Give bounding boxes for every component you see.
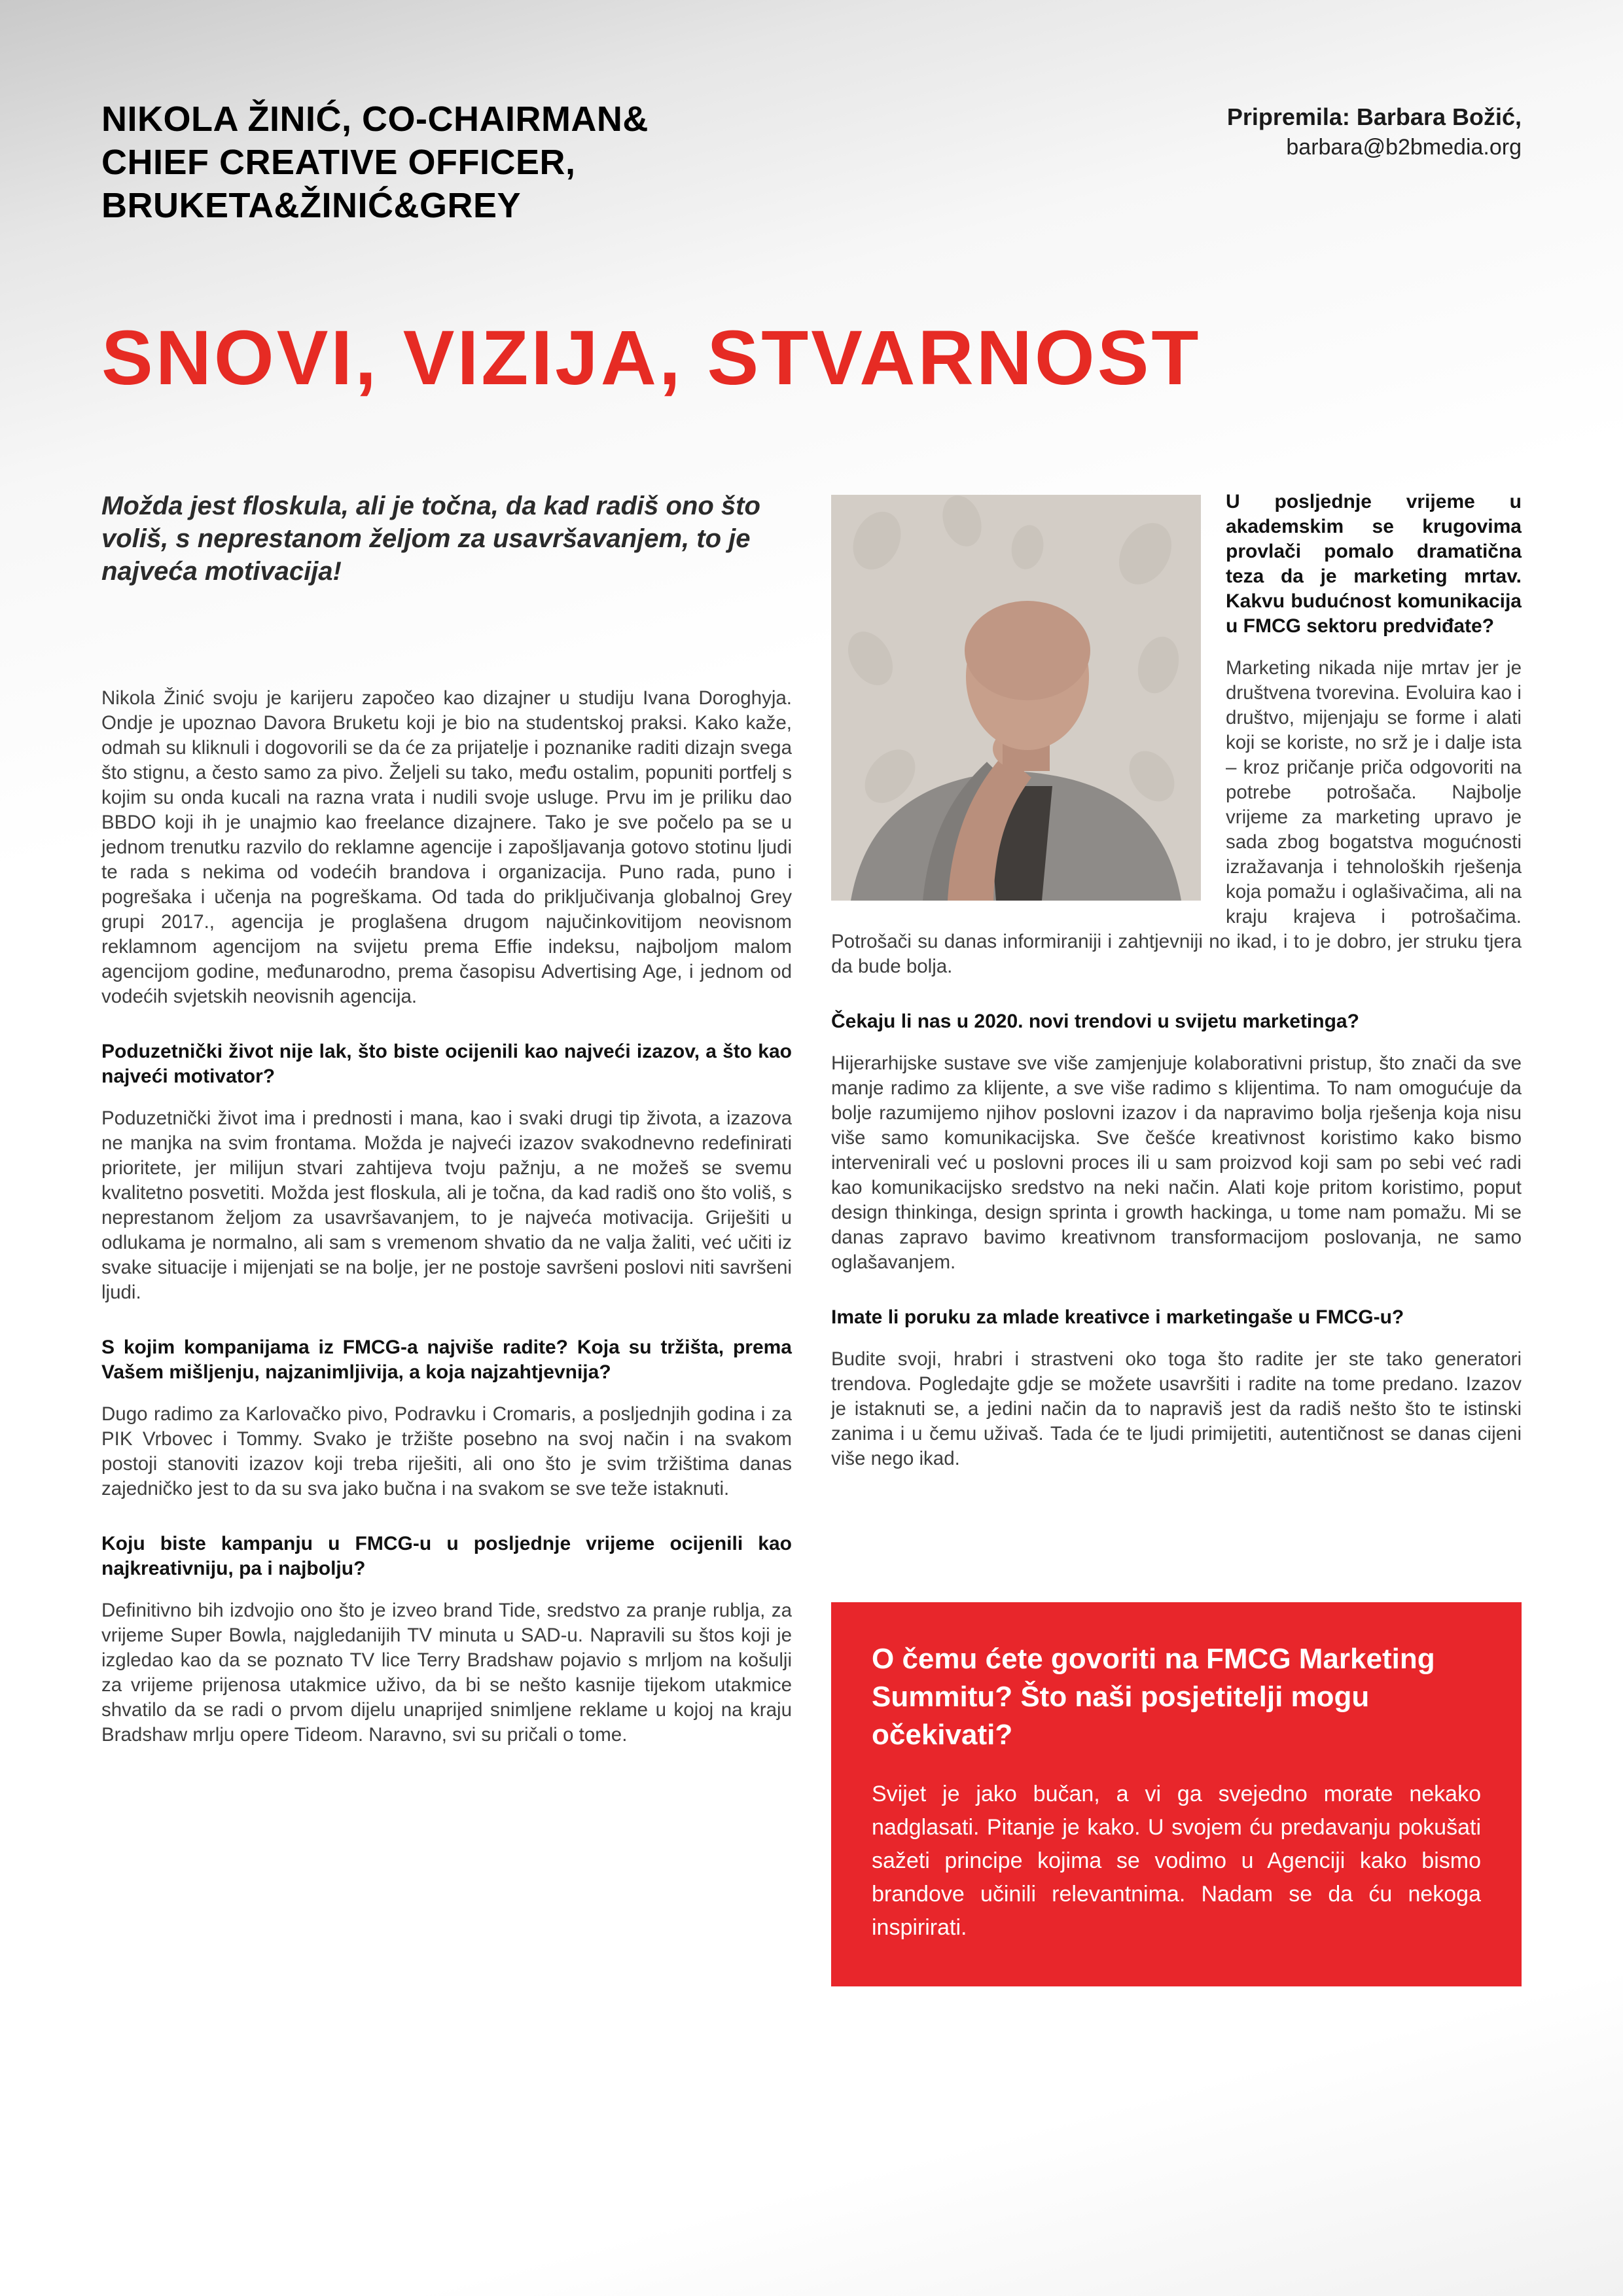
question-marketing-dead: U posljednje vrijeme u akademskim se krugovima provlači pomalo dramatična teza da je marketing mrtav. Kakvu budućnost komunikacija u FMCG sektoru predviđate? (1226, 490, 1522, 637)
article-columns (101, 490, 1522, 1986)
question-fmcg-companies: S kojim kompanijama iz FMCG-a najviše radite? Koja su tržišta, prema Vašem mišljenju, najzanimljivija, a koja najzahtjevnija? (101, 1336, 792, 1383)
summit-callout-text: Svijet je jako bučan, a vi ga svejedno morate nekako nadglasati. Pitanje je kako. U svojem ću predavanju pokušati sažeti principe kojima se vodimo u Agenciji kako bismo brandove učinili relevantnima. Nadam se da ću nekoga inspirirati. (872, 1781, 1481, 1940)
question-best-campaign: Koju biste kampanju u FMCG-u u posljednje vrijeme ocijenili kao najkreativniju, pa i najbolju? (101, 1532, 792, 1579)
summit-callout-title: O čemu ćete govoriti na FMCG Marketing Summitu? Što naši posjetitelji mogu očekivati? (872, 1642, 1435, 1751)
summit-callout (831, 1602, 1522, 1986)
question-message-creatives: Imate li poruku za mlade kreativce i marketingaše u FMCG-u? (831, 1306, 1404, 1328)
answer-marketing-dead: Marketing nikada nije mrtav jer je društvena tvorevina. Evoluira kao i društvo, mijenjaju se forme i alati koji se koriste, no srž je i dalje ista – kroz pričanje priča odgovoriti na potrebe potrošača. Najbolje vrijeme za marketing upravo je sada zbog bogatstva mogućnosti izražavanja i tehnoloških rješenja koja pomažu i oglašivačima, ali na kraju krajeva i potrošačima. Potrošači su danas informiraniji i zahtjevniji no ikad, i to je dobro, jer struku tjera da bude bolja. (831, 656, 1522, 977)
byline-line-3: BRUKETA&ŽINIĆ&GREY (101, 185, 521, 225)
answer-fmcg-companies: Dugo radimo za Karlovačko pivo, Podravku i Cromaris, a posljednjih godina i za PIK Vrbovec i Tommy. Svako je tržište posebno na svoj način i na svakom postoji stanoviti izazov koji treba riješiti, ali ono što je svim tržištima danas zajedničko jest to da su sva jako bučna i na svakom se sve teže istaknuti. (101, 1403, 792, 1499)
question-entrepreneur-life: Poduzetnički život nije lak, što biste ocijenili kao najveći izazov, a što kao najveći motivator? (101, 1040, 792, 1087)
byline-line-2: CHIEF CREATIVE OFFICER, (101, 142, 576, 182)
byline-line-1: NIKOLA ŽINIĆ, CO-CHAIRMAN& (101, 99, 649, 139)
right-column (831, 490, 1522, 1986)
prepared-by-name: Pripremila: Barbara Božić, (1226, 103, 1522, 130)
answer-message-creatives: Budite svoji, hrabri i strastveni oko toga što radite jer ste tako generatori trendova. Pogledajte gdje se možete usavršiti i radite na tome predano. Izazov je istaknuti se, a jedini način da to napraviš jest da radiš nešto što te istinski zanima i u čemu uživaš. Tada će te ljudi primijetiti, autentičnost se danas cijeni više nego ikad. (831, 1348, 1522, 1469)
masthead (101, 98, 1522, 228)
page-title: SNOVI, VIZIJA, STVARNOST (101, 314, 1202, 401)
left-column (101, 490, 792, 1986)
answer-entrepreneur-life: Poduzetnički život ima i prednosti i mana, kao i svaki drugi tip života, a izazova ne manjka na svim frontama. Možda je najveći izazov svakodnevno redefinirati prioritete, jer milijun stvari zahtijeva tvoju pažnju, a ne možeš se svemu kvalitetno posvetiti. Možda jest floskula, ali je točna, da kad radiš ono što voliš, s neprestanom željom za usavršavanjem, to je najveća motivacija. Griješiti u odlukama je normalno, ali sam s vremenom shvatio da ne valja žaliti, već učiti iz svake situacije i mijenjati se na bolje, jer ne postoje savršeni poslovi niti savršeni ljudi. (101, 1107, 792, 1303)
question-2020-trends: Čekaju li nas u 2020. novi trendovi u svijetu marketinga? (831, 1010, 1359, 1032)
answer-best-campaign: Definitivno bih izdvojio ono što je izveo brand Tide, sredstvo za pranje rublja, za vrijeme Super Bowla, najgledanijih TV minuta u SAD-u. Napravili su štos koji je izgledao kao da se poznato TV lice Terry Bradshaw pojavio s mrljom na košulji za vrijeme prijenosa utakmice uživo, da bi se nešto kasnije tijekom utakmice shvatilo da se radi o prvom dijelu unaprijed snimljene reklame u kojoj na kraju Bradshaw mrlju opere Tideom. Naravno, svi su pričali o tome. (101, 1599, 792, 1746)
portrait-photo (831, 495, 1201, 901)
prepared-by-email: barbara@b2bmedia.org (1286, 134, 1522, 160)
portrait-illustration (831, 495, 1201, 901)
byline (101, 98, 649, 228)
answer-2020-trends: Hijerarhijske sustave sve više zamjenjuje kolaborativni pristup, što znači da sve manje radimo za klijente, a sve više radimo s klijentima. To nam omogućuje da bolje razumijemo njihov poslovni izazov i da napravimo bolja rješenja koja nisu više samo komunikacijska. Sve češće kreativnost koristimo kako bismo intervenirali već u poslovni proces ili u sam proizvod koji sam po sebi već radi kao komunikacijsko sredstvo na neki način. Alati koje pritom koristimo, poput design thinkinga, design sprinta i growth hackinga, u tome nam pomažu. Mi se danas zapravo bavimo kreativnom transformacijom poslovanja, ne samo oglašavanjem. (831, 1052, 1522, 1273)
paragraph-career: Nikola Žinić svoju je karijeru započeo kao dizajner u studiju Ivana Doroghyja. Ondje je upoznao Davora Bruketu koji je bio na studentskoj praksi. Kako kaže, odmah su kliknuli i dogovorili se da će za prijatelje i poznanike raditi dizajn svega što stignu, a često samo za pivo. Željeli su tako, među ostalim, popuniti portfelj s kojim su onda kucali na razna vrata i nudili svoje usluge. Prvu im je priliku dao BBDO koji ih je unajmio kao freelance dizajnere. Tako je sve počelo pa se u jednom trenutku razvilo do reklamne agencije i zapošljavanja gotovo stotinu ljudi te rada s nekima od vodećih brandova i organizacija. Puno rada, puno i pogrešaka i učenja na pogreškama. Od tada do priključivanja globalnoj Grey grupi 2017., agencija je proglašena drugom najučinkovitijom neovisnom reklamnom agencijom na svijetu prema Effie indeksu, najboljom malom agencijom godine, međunarodno, prema časopisu Advertising Age, i jednom od vodećih svjetskih neovisnih agencija. (101, 687, 792, 1007)
intro-quote: Možda jest floskula, ali je točna, da kad radiš ono što voliš, s neprestanom željom za usavršavanjem, to je najveća motivacija! (101, 491, 760, 586)
prepared-by-block (1227, 98, 1522, 162)
